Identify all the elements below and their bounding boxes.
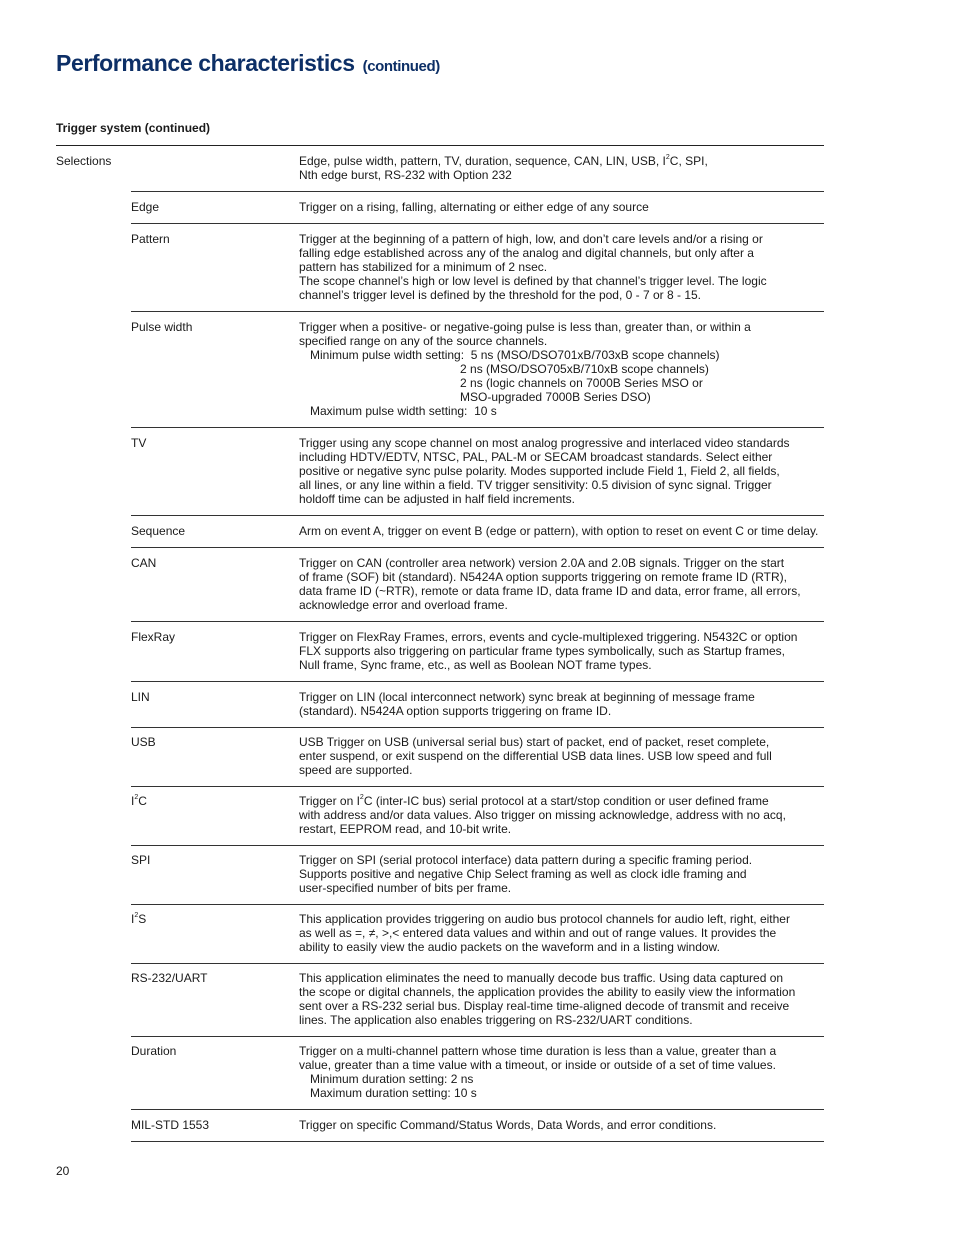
row-label: $I^2S$ <box>131 912 147 926</box>
row-group-label <box>56 1044 131 1100</box>
row-group-label <box>56 794 131 836</box>
table-row <box>56 312 824 428</box>
row-group-label <box>56 735 131 777</box>
description-line: positive or negative sync pulse polarity. Modes supported include Field 1, Field 2, all fields, <box>299 464 780 478</box>
description-line: Trigger using any scope channel on most analog progressive and interlaced video standards <box>299 436 790 450</box>
row-description <box>299 154 824 182</box>
row-group-label <box>56 853 131 895</box>
description-line: Trigger on LIN (local interconnect network) sync break at beginning of message frame <box>299 690 755 704</box>
table-row <box>56 1110 824 1142</box>
description-line: sent over a RS-232 serial bus. Display real-time time-aligned decode of transmit and receive <box>299 999 790 1013</box>
row-group-label <box>56 556 131 612</box>
row-label: Pulse width <box>131 320 193 334</box>
table-row <box>56 428 824 516</box>
description-line: Trigger on $I^2C$ (inter-IC bus) serial protocol at a start/stop condition or user defined frame <box>299 794 769 808</box>
description-line: all lines, or any line within a field. TV trigger sensitivity: 0.5 division of sync signal. Trigger <box>299 478 772 492</box>
description-line: Trigger on FlexRay Frames, errors, events and cycle-multiplexed triggering. N5432C or option <box>299 630 798 644</box>
row-description <box>299 912 824 954</box>
description-line: 2 ns (logic channels on 7000B Series MSO or <box>310 376 703 390</box>
row-label: Duration <box>131 1044 177 1058</box>
description-line: pattern has stabilized for a minimum of 2 nsec. <box>299 260 548 274</box>
row-group-label <box>56 320 131 418</box>
description-line: with address and/or data values. Also trigger on missing acknowledge, address with no acq, <box>299 808 786 822</box>
table-row <box>56 905 824 964</box>
row-group-label <box>56 232 131 302</box>
row-label: RS-232/UART <box>131 971 208 985</box>
row-label: CAN <box>131 556 157 570</box>
table-row <box>56 1037 824 1110</box>
row-group-label: Selections <box>56 154 112 168</box>
description-line: the scope or digital channels, the application provides the ability to easily view the information <box>299 985 796 999</box>
table-row <box>56 146 824 192</box>
description-line: Edge, pulse width, pattern, TV, duration, sequence, CAN, LIN, USB, $I^2C$, SPI, <box>299 154 708 168</box>
description-line: value, greater than a time value with a timeout, or inside or outside of a set of time values. <box>299 1058 776 1072</box>
row-description <box>299 690 824 718</box>
row-group-label <box>56 1118 131 1132</box>
description-line: Trigger when a positive- or negative-going pulse is less than, greater than, or within a <box>299 320 751 334</box>
description-line: data frame ID (~RTR), remote or data frame ID, data frame ID and data, error frame, all errors, <box>299 584 801 598</box>
description-line: channel’s trigger level is defined by the threshold for the pod, 0 - 7 or 8 - 15. <box>299 288 702 302</box>
row-description <box>299 200 824 214</box>
description-line: specified range on any of the source channels. <box>299 334 548 348</box>
page-title-main: Performance characteristics <box>56 50 355 76</box>
table-row <box>56 964 824 1037</box>
row-label: Sequence <box>131 524 186 538</box>
row-description <box>299 524 824 538</box>
description-line: Trigger on specific Command/Status Words, Data Words, and error conditions. <box>299 1118 717 1132</box>
table-row <box>56 787 824 846</box>
row-description <box>299 794 824 836</box>
description-line: restart, EEPROM read, and 10-bit write. <box>299 822 512 836</box>
row-description <box>299 436 824 506</box>
row-group-label <box>56 690 131 718</box>
row-description <box>299 630 824 672</box>
description-line: Minimum duration setting: 2 ns <box>310 1072 474 1086</box>
description-line: Trigger on CAN (controller area network) version 2.0A and 2.0B signals. Trigger on the start <box>299 556 785 570</box>
description-line: ability to easily view the audio packets on the waveform and in a listing window. <box>299 940 720 954</box>
description-line: Trigger on SPI (serial protocol interface) data pattern during a specific framing period. <box>299 853 753 867</box>
description-line: Null frame, Sync frame, etc., as well as Boolean NOT frame types. <box>299 658 652 672</box>
row-group-label <box>56 912 131 954</box>
description-line: MSO-upgraded 7000B Series DSO) <box>310 390 651 404</box>
table-row <box>56 548 824 622</box>
description-line: USB Trigger on USB (universal serial bus) start of packet, end of packet, reset complete, <box>299 735 770 749</box>
row-label: MIL-STD 1553 <box>131 1118 210 1132</box>
row-label: $I^2C$ <box>131 794 147 808</box>
table-row <box>56 224 824 312</box>
table-row <box>56 516 824 548</box>
section-heading: Trigger system (continued) <box>56 121 211 135</box>
description-line: Supports positive and negative Chip Select framing as well as clock idle framing and <box>299 867 747 881</box>
row-label: LIN <box>131 690 150 704</box>
description-line: holdoff time can be adjusted in half field increments. <box>299 492 575 506</box>
description-line: This application provides triggering on audio bus protocol channels for audio left, right, either <box>299 912 790 926</box>
row-description <box>299 971 824 1027</box>
description-line: lines. The application also enables triggering on RS-232/UART conditions. <box>299 1013 693 1027</box>
page-title-continued: (continued) <box>362 58 440 75</box>
description-line: including HDTV/EDTV, NTSC, PAL, PAL-M or SECAM broadcast standards. Select either <box>299 450 773 464</box>
description-line: acknowledge error and overload frame. <box>299 598 508 612</box>
spec-table <box>56 145 824 1142</box>
page-title <box>56 50 440 77</box>
row-divider <box>131 1141 824 1142</box>
row-group-label <box>56 436 131 506</box>
row-label: USB <box>131 735 156 749</box>
table-row <box>56 846 824 905</box>
description-line: Trigger on a multi-channel pattern whose time duration is less than a value, greater than a <box>299 1044 777 1058</box>
description-line: as well as =, ≠, >,< entered data values and within and out of range values. It provides the <box>299 926 777 940</box>
row-description <box>299 853 824 895</box>
row-label <box>131 154 299 182</box>
table-row <box>56 728 824 787</box>
row-group-label <box>56 630 131 672</box>
description-line: The scope channel’s high or low level is defined by that channel’s trigger level. The logic <box>299 274 767 288</box>
description-line: enter suspend, or exit suspend on the differential USB data lines. USB low speed and full <box>299 749 772 763</box>
description-line: Minimum pulse width setting: 5 ns (MSO/DSO701xB/703xB scope channels) <box>310 348 720 362</box>
description-line: Maximum duration setting: 10 s <box>310 1086 477 1100</box>
description-line: falling edge established across any of the analog and digital channels, but only after a <box>299 246 754 260</box>
table-row <box>56 682 824 728</box>
row-description <box>299 1118 824 1132</box>
row-label: FlexRay <box>131 630 176 644</box>
description-line: This application eliminates the need to manually decode bus traffic. Using data captured on <box>299 971 784 985</box>
description-line: speed are supported. <box>299 763 413 777</box>
row-group-label <box>56 200 131 214</box>
description-line: (standard). N5424A option supports triggering on frame ID. <box>299 704 612 718</box>
description-line: of frame (SOF) bit (standard). N5424A option supports triggering on remote frame ID (RTR), <box>299 570 787 584</box>
page-number: 20 <box>56 1164 70 1178</box>
row-description <box>299 735 824 777</box>
row-label: TV <box>131 436 147 450</box>
description-line: FLX supports also triggering on particular frame types symbolically, such as Startup frames, <box>299 644 785 658</box>
description-line: Trigger at the beginning of a pattern of high, low, and don’t care levels and/or a rising or <box>299 232 763 246</box>
row-description <box>299 1044 824 1100</box>
row-description <box>299 556 824 612</box>
row-description <box>299 232 824 302</box>
description-line: Nth edge burst, RS-232 with Option 232 <box>299 168 512 182</box>
description-line: Arm on event A, trigger on event B (edge or pattern), with option to reset on event C or time delay. <box>299 524 819 538</box>
row-description <box>299 320 824 418</box>
row-group-label <box>56 524 131 538</box>
table-row <box>56 192 824 224</box>
description-line: user-specified number of bits per frame. <box>299 881 512 895</box>
description-line: Trigger on a rising, falling, alternating or either edge of any source <box>299 200 649 214</box>
description-line: Maximum pulse width setting: 10 s <box>310 404 497 418</box>
row-label: Edge <box>131 200 160 214</box>
table-row <box>56 622 824 682</box>
row-label: Pattern <box>131 232 170 246</box>
row-group-label <box>56 971 131 1027</box>
row-label: SPI <box>131 853 151 867</box>
description-line: 2 ns (MSO/DSO705xB/710xB scope channels) <box>310 362 709 376</box>
